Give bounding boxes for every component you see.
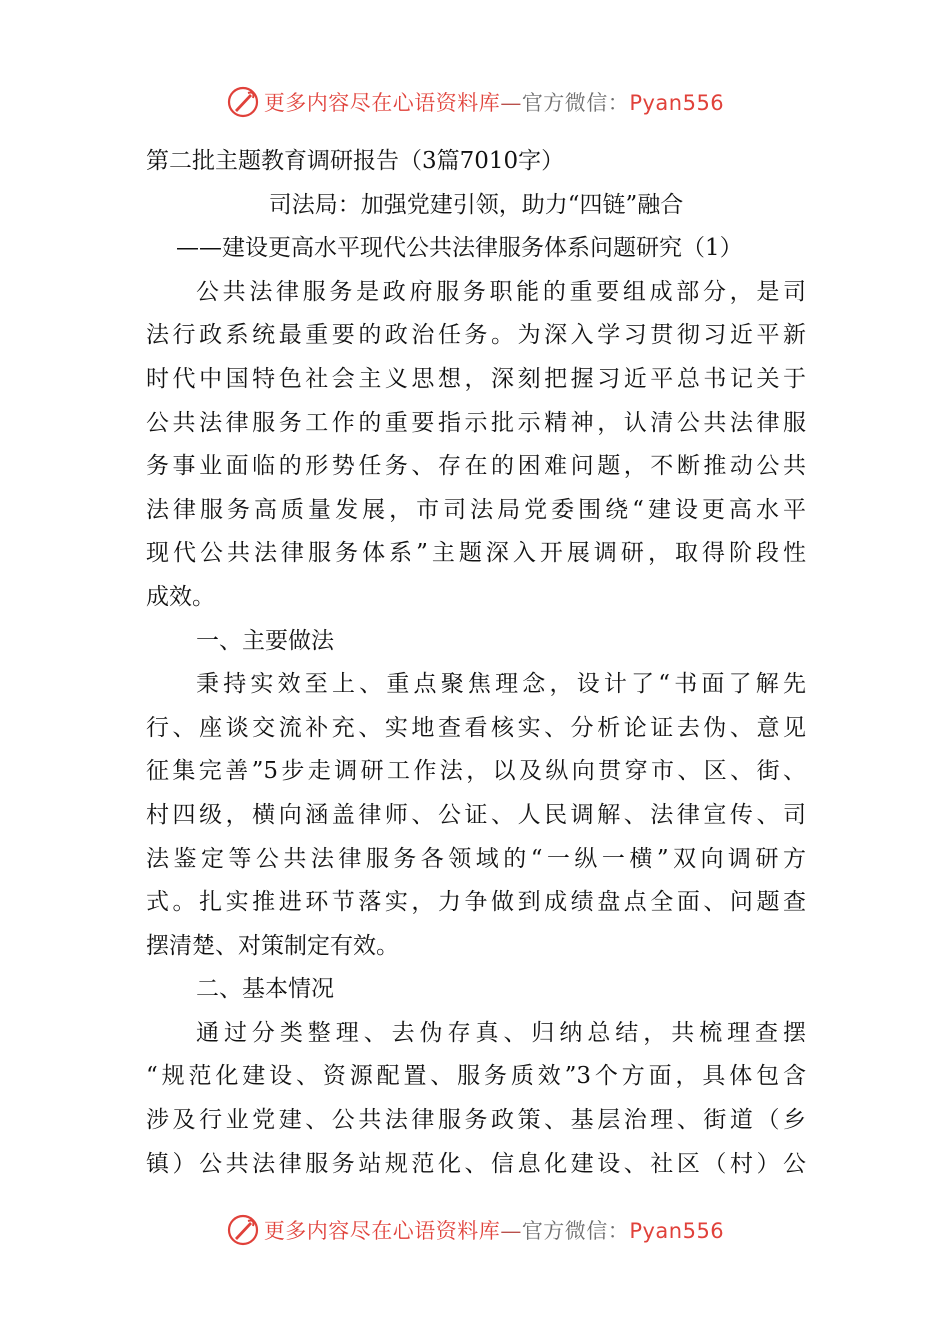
paragraph-line: 镇）公共法律服务站规范化、信息化建设、社区（村）公	[146, 1150, 806, 1177]
doc-title: 司法局：加强党建引领，助力“四链”融合	[268, 191, 684, 218]
paragraph-line: 通过分类整理、去伪存真、归纳总结，共梳理查摆	[196, 1019, 806, 1046]
paragraph-line: 务事业面临的形势任务、存在的困难问题，不断推动公共	[146, 453, 806, 480]
section-heading-1: 一、主要做法	[196, 627, 334, 654]
quill-logo-icon	[226, 85, 260, 119]
paragraph-line: “规范化建设、资源配置、服务质效”3个方面，具体包含	[146, 1063, 806, 1090]
section-heading-2: 二、基本情况	[196, 976, 334, 1003]
paragraph-line: 法行政系统最重要的政治任务。为深入学习贯彻习近平新	[146, 322, 806, 349]
paragraph-line: 法律服务高质量发展，市司法局党委围绕“建设更高水平	[146, 496, 806, 523]
paragraph-line: 秉持实效至上、重点聚焦理念，设计了“书面了解先	[196, 671, 806, 698]
paragraph-line: 涉及行业党建、公共法律服务政策、基层治理、街道（乡	[146, 1107, 806, 1134]
paragraph-line: 现代公共法律服务体系”主题深入开展调研，取得阶段性	[146, 540, 806, 567]
paragraph-line: 式。扎实推进环节落实，力争做到成绩盘点全面、问题查	[146, 889, 806, 916]
watermark-text: 更多内容尽在心语资料库—官方微信：Pyan556	[263, 1219, 725, 1243]
paragraph-line: 征集完善”5步走调研工作法，以及纵向贯穿市、区、街、	[146, 758, 806, 785]
quill-logo-icon	[226, 1213, 260, 1247]
doc-header: 第二批主题教育调研报告（3篇7010字）	[146, 148, 565, 174]
paragraph-line: 行、座谈交流补充、实地查看核实、分析论证去伪、意见	[146, 714, 806, 741]
doc-subtitle: ——建设更高水平现代公共法律服务体系问题研究（1）	[176, 235, 743, 262]
paragraph-line: 公共法律服务是政府服务职能的重要组成部分，是司	[196, 278, 806, 305]
watermark-banner-top	[0, 82, 950, 122]
paragraph-line: 摆清楚、对策制定有效。	[146, 932, 399, 959]
paragraph-line: 时代中国特色社会主义思想，深刻把握习近平总书记关于	[146, 365, 806, 392]
paragraph-line: 村四级，横向涵盖律师、公证、人民调解、法律宣传、司	[146, 801, 806, 828]
watermark-banner-bottom	[0, 1210, 950, 1250]
watermark-text: 更多内容尽在心语资料库—官方微信：Pyan556	[263, 91, 725, 115]
paragraph-line: 成效。	[146, 583, 215, 610]
paragraph-line: 公共法律服务工作的重要指示批示精神，认清公共法律服	[146, 409, 806, 436]
document-body	[146, 140, 806, 1186]
paragraph-line: 法鉴定等公共法律服务各领域的“一纵一横”双向调研方	[146, 845, 806, 872]
